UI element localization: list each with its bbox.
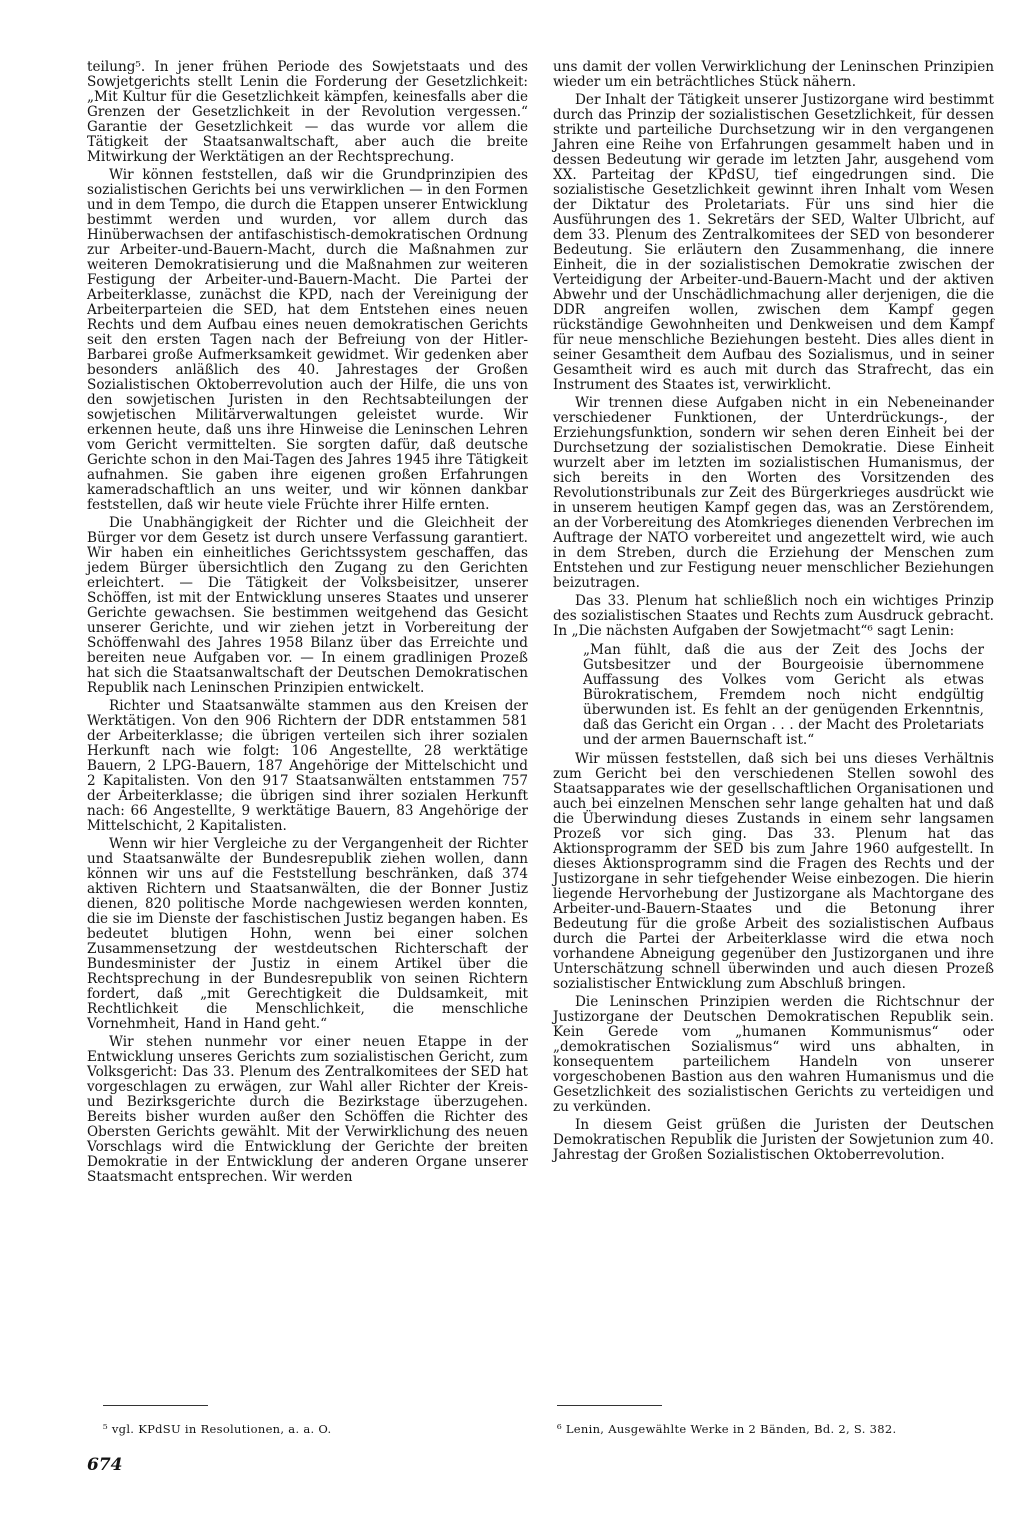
left-column <box>87 60 528 1185</box>
footnote-rule-left <box>103 1405 208 1406</box>
paragraph: Wir trennen diese Aufgaben nicht in ein Nebeneinander verschiedener Funktionen, der Unterdrückungs-, der Erziehungsfunktion, sondern wir sehen deren Einheit bei der Durchsetzung der sozialistischen Demokratie. Diese Einheit wurzelt aber im letzten im sozialistischen Humanismus, der sich bereits in den Worten des Vorsitzenden des Revolutionstribunals zur Zeit des Bürgerkrieges ausdrückt wie in unserem heutigen Kampf gegen das, was an Zerstörendem, an der Vorbereitung des Atomkrieges dienenden Verbrechen im Auftrage der NATO vorbereitet und angezettelt wird, wie auch in dem Streben, durch die Erziehung der Menschen zum Entstehen und zur Festigung neuer menschlicher Beziehungen beizutragen. <box>553 395 994 591</box>
right-column <box>553 60 994 1163</box>
paragraph: Die Unabhängigkeit der Richter und die Gleichheit der Bürger vor dem Gesetz ist durch unsere Verfassung garantiert. Wir haben ein einheitliches Gerichtssystem geschaffen, das jedem Bürger übersichtlich den Zugang zu den Gerichten erleichtert. — Die Tätigkeit der Volksbeisitzer, unserer Schöffen, ist mit der Entwicklung unseres Staates und unserer Gerichte gewachsen. Sie bestimmen weitgehend das Gesicht unserer Gerichte, und wir ziehen jetzt in Vorbereitung der Schöffenwahl des Jahres 1958 Bilanz über das Erreichte und bereiten neue Aufgaben vor. — In einem gradlinigen Prozeß hat sich die Staatsanwaltschaft der Deutschen Demokratischen Republik nach Leninschen Prinzipien entwickelt. <box>87 515 528 696</box>
paragraph: In diesem Geist grüßen die Juristen der Deutschen Demokratischen Republik die Juristen der Sowjetunion zum 40. Jahrestag der Großen Sozialistischen Oktoberrevolution. <box>553 1117 994 1163</box>
footnote-5: ⁵ vgl. KPdSU in Resolutionen, a. a. O. <box>103 1422 332 1436</box>
paragraph: Wir müssen feststellen, daß sich bei uns dieses Verhältnis zum Gericht bei den verschiedenen Stellen sowohl des Staatsapparates wie der gesellschaftlichen Organisationen und auch bei einzelnen Menschen sehr lange gehalten hat und daß die Überwindung dieses Zustands in einem sehr langsamen Prozeß vor sich ging. Das 33. Plenum hat das Aktionsprogramm der SED bis zum Jahre 1960 aufgestellt. In dieses Aktionsprogramm sind die Fragen des Rechts und der Justizorgane in sehr tiefgehender Weise einbezogen. Die hierin liegende Hervorhebung der Justizorgane als Machtorgane des Arbeiter-und-Bauern-Staates und die Betonung ihrer Bedeutung für die große Arbeit des sozialistischen Aufbaus durch die Partei der Arbeiterklasse wird die etwa noch vorhandene Abneigung gegenüber den Justizorganen und ihre Unterschätzung schnell überwinden und auch diesen Prozeß sozialistischer Entwicklung zum Abschluß bringen. <box>553 751 994 992</box>
paragraph: Wenn wir hier Vergleiche zu der Vergangenheit der Richter und Staatsanwälte der Bundesrepublik ziehen wollen, dann können wir uns auf die Feststellung beschränken, daß 374 aktiven Richtern und Staatsanwälten, die der Bonner Justiz dienen, 820 politische Morde nachgewiesen werden konnten, die sie im Dienste der faschistischen Justiz begangen haben. Es bedeutet blutigen Hohn, wenn bei einer solchen Zusammensetzung der westdeutschen Richterschaft der Bundesminister der Justiz in einem Artikel über die Rechtsprechung in der Bundesrepublik von seinen Richtern fordert, daß „mit Gerechtigkeit die Duldsamkeit, mit Rechtlichkeit die Menschlichkeit, die menschliche Vornehmheit, Hand in Hand geht.“ <box>87 836 528 1032</box>
paragraph: Der Inhalt der Tätigkeit unserer Justizorgane wird bestimmt durch das Prinzip der sozialistischen Gesetzlichkeit, für dessen strikte und parteiliche Durchsetzung wir in den vergangenen Jahren eine Reihe von Erfahrungen gesammelt haben und in dessen Bedeutung wir gerade im letzten Jahr, ausgehend vom XX. Parteitag der KPdSU, tief eingedrungen sind. Die sozialistische Gesetzlichkeit gewinnt ihren Inhalt vom Wesen der Diktatur des Proletariats. Für uns sind hier die Ausführungen des 1. Sekretärs der SED, Walter Ulbricht, auf dem 33. Plenum des Zentralkomitees der SED von besonderer Bedeutung. Sie erläutern den Zusammenhang, die innere Einheit, die in der sozialistischen Demokratie zwischen der Verteidigung der Arbeiter-und-Bauern-Macht und der aktiven Abwehr und der Unschädlichmachung aller derjenigen, die die DDR angreifen wollen, zwischen dem Kampf gegen rückständige Gewohnheiten und Denkweisen und dem Kampf für neue menschliche Beziehungen besteht. Dies alles dient in seiner Gesamtheit dem Aufbau des Sozialismus, und in seiner Gesamtheit wird es auch mit durch das Strafrecht, das ein Instrument des Staates ist, verwirklicht. <box>553 92 994 393</box>
paragraph: Wir können feststellen, daß wir die Grundprinzipien des sozialistischen Gerichts bei uns verwirklichen — in den Formen und in dem Tempo, die durch die Etappen unserer Entwicklung bestimmt werden und wurden, vor allem durch das Hinüberwachsen der antifaschistisch-demokratischen Ordnung zur Arbeiter-und-Bauern-Macht, durch die Maßnahmen zur weiteren Demokratisierung und die Maßnahmen zur weiteren Festigung der Arbeiter-und-Bauern-Macht. Die Partei der Arbeiterklasse, zunächst die KPD, nach der Vereinigung der Arbeiterparteien die SED, hat dem Entstehen eines neuen Rechts und dem Aufbau eines neuen demokratischen Gerichts seit den ersten Tagen nach der Befreiung von der Hitler-Barbarei große Aufmerksamkeit gewidmet. Wir gedenken aber besonders anläßlich des 40. Jahrestages der Großen Sozialistischen Oktoberrevolution auch der Hilfe, die uns von den sowjetischen Juristen in den Rechtsabteilungen der sowjetischen Militärverwaltungen geleistet wurde. Wir erkennen heute, daß uns ihre Hinweise die Leninschen Lehren vom Gericht vermittelten. Sie sorgten dafür, daß deutsche Gerichte schon in den Mai-Tagen des Jahres 1945 ihre Tätigkeit aufnahmen. Sie gaben ihre eigenen großen Erfahrungen kameradschaftlich an uns weiter, und wir können dankbar feststellen, daß wir heute viele Früchte ihrer Hilfe ernten. <box>87 167 528 513</box>
block-quote: „Man fühlt, daß die aus der Zeit des Jochs der Gutsbesitzer und der Bourgeoisie übernommene Auffassung des Volkes vom Gericht als etwas Bürokratischem, Fremdem noch nicht endgültig überwunden ist. Es fehlt an der genügenden Erkenntnis, daß das Gericht ein Organ . . . der Macht des Proletariats und der armen Bauernschaft ist.“ <box>583 642 984 748</box>
footnote-rule-right <box>557 1405 662 1406</box>
page-number: 674 <box>87 1455 123 1475</box>
paragraph: uns damit der vollen Verwirklichung der Leninschen Prinzipien wieder um ein beträchtliches Stück nähern. <box>553 59 994 90</box>
footnote-6: ⁶ Lenin, Ausgewählte Werke in 2 Bänden, Bd. 2, S. 382. <box>557 1422 897 1436</box>
paragraph: Wir stehen nunmehr vor einer neuen Etappe in der Entwicklung unseres Gerichts zum sozialistischen Gericht, zum Volksgericht: Das 33. Plenum des Zentralkomitees der SED hat vorgeschlagen zu erwägen, zur Wahl aller Richter der Kreis- und Bezirksgerichte durch die Bezirkstage überzugehen. Bereits bisher wurden außer den Schöffen die Richter des Obersten Gerichts gewählt. Mit der Verwirklichung des neuen Vorschlags wird die Entwicklung der Gerichte der breiten Demokratie in der Entwicklung der anderen Organe unserer Staatsmacht entsprechen. Wir werden <box>87 1034 528 1185</box>
paragraph: teilung⁵. In jener frühen Periode des Sowjetstaats und des Sowjetgerichts stellt Lenin die Forderung der Gesetzlichkeit: „Mit Kultur für die Gesetzlichkeit kämpfen, keinesfalls aber die Grenzen der Gesetzlichkeit in der Revolution vergessen.“ Garantie der Gesetzlichkeit — das wurde vor allem die Tätigkeit der Staatsanwaltschaft, aber auch die breite Mitwirkung der Werktätigen an der Rechtsprechung. <box>87 59 528 165</box>
paragraph: Richter und Staatsanwälte stammen aus den Kreisen der Werktätigen. Von den 906 Richtern der DDR entstammen 581 der Arbeiterklasse; die übrigen verteilen sich ihrer sozialen Herkunft nach wie folgt: 106 Angestellte, 28 werktätige Bauern, 2 LPG-Bauern, 187 Angehörige der Mittelschicht und 2 Kapitalisten. Von den 917 Staatsanwälten entstammen 757 der Arbeiterklasse; die übrigen sind ihrer sozialen Herkunft nach: 66 Angestellte, 9 werktätige Bauern, 83 Angehörige der Mittelschicht, 2 Kapitalisten. <box>87 698 528 834</box>
paragraph: Das 33. Plenum hat schließlich noch ein wichtiges Prinzip des sozialistischen Staates und Rechts zum Ausdruck gebracht. In „Die nächsten Aufgaben der Sowjetmacht“⁶ sagt Lenin: <box>553 593 994 639</box>
paragraph: Die Leninschen Prinzipien werden die Richtschnur der Justizorgane der Deutschen Demokratischen Republik sein. Kein Gerede vom „humanen Kommunismus“ oder „demokratischen Sozialismus“ wird uns abhalten, in konsequentem parteilichem Handeln von unserer vorgeschobenen Bastion aus den wahren Humanismus und die Gesetzlichkeit des sozialistischen Gerichts zu verteidigen und zu verkünden. <box>553 994 994 1115</box>
